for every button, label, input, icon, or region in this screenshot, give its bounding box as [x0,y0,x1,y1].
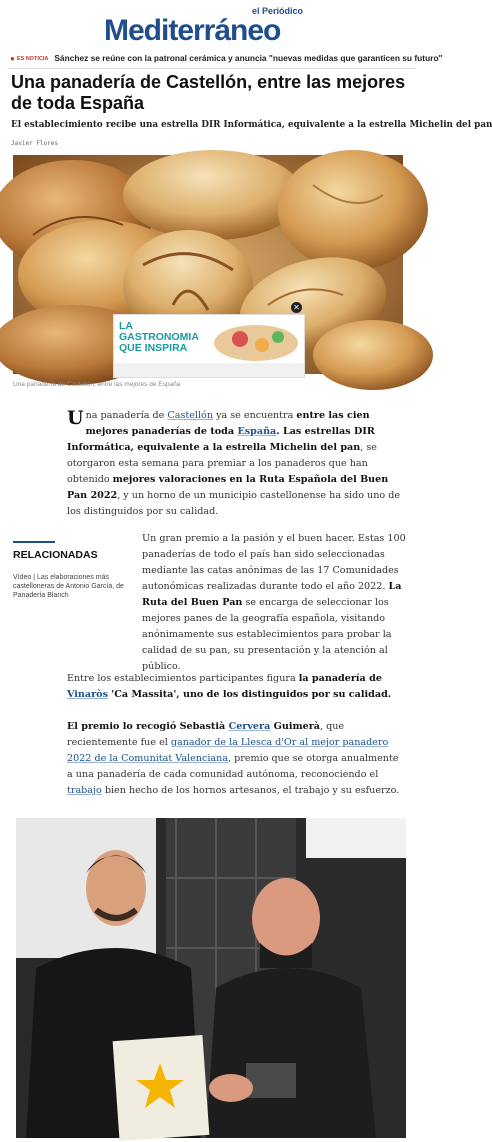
paragraph-4 [67,719,407,799]
link-castellon[interactable]: Castellón [167,410,214,421]
bold-text: entre las cien mejores panaderías de toda [85,410,370,437]
ticker-tag: ES NOTICIA [16,56,49,62]
ad-headline: LA GASTRONOMIA QUE INSPIRA [119,320,199,354]
logo-subtitle: el Periódico [252,6,304,16]
bold-text: 'Ca Massita', uno de los distinguidos por su calidad. [107,689,392,700]
text: Un gran premio a la pasión y el buen hacer. Estas 100 panaderías de todo el país han sido seleccionadas mediante las catas anónimas de las 17 Comunidades autonómicas realizadas durante todo el año 2022. [142,533,406,592]
ticker-headline[interactable]: Sánchez se reúne con la patronal cerámica y anuncia "nuevas medidas que garanticen su futuro" [54,53,443,63]
related-box [13,541,131,600]
close-icon[interactable]: ✕ [291,302,302,313]
award-ceremony-illustration [16,818,406,1138]
article-subtitle: El establecimiento recibe una estrella DIR Informática, equivalente a la estrella Michelin del pan [11,120,492,130]
ad-sponsor-bar [114,363,304,377]
site-logo[interactable]: Mediterráneo [104,14,281,47]
divider [8,68,416,69]
article-title: Una panadería de Castellón, entre las mejores de toda España [11,72,406,113]
link-llesca-dor[interactable]: ganador de la Llesca d'Or al mejor panadero 2022 de la Comunitat Valenciana [67,737,389,764]
award-photo [16,818,406,1138]
bold-text: El premio lo recogió Sebastià [67,721,229,732]
text: , premio que se otorga anualmente a una panadería de cada comunidad autónoma, reconociendo el [67,753,399,780]
link-espana[interactable]: España [237,426,277,437]
image-caption: Una panadería de Castellón, entre las mejores de España [13,381,181,388]
news-ticker[interactable] [10,53,443,69]
text: bien hecho de los hornos artesanos, el trabajo y su esfuerzo. [101,785,400,796]
text: Entre los establecimientos participantes figura [67,673,299,684]
ad-food-image [210,319,302,363]
link-trabajo[interactable]: trabajo [67,785,102,796]
related-rule [13,541,55,543]
link-cervera[interactable]: Cervera [228,721,271,732]
link-vinaros[interactable]: Vinaròs [67,689,108,700]
text: , se otorgaron esta semana para premiar a los panaderos que han obtenido [67,442,377,485]
paragraph-3 [67,671,407,703]
masthead [0,0,423,52]
related-link[interactable]: Vídeo | Las elaboraciones más castelloneras de Antonio García, de Panadería Blanch [13,574,124,599]
bold-text: la panadería de [298,673,382,684]
text: na panadería de [85,410,168,421]
advertisement-banner[interactable] [113,314,305,378]
bold-text: La Ruta del Buen Pan [142,581,402,608]
text: , y un horno de un municipio castellonense ha sido uno de los distinguidos por su calidad. [67,490,401,517]
drop-cap: U [67,407,84,429]
text: ya se encuentra [213,410,297,421]
paragraph-2 [142,531,408,675]
related-heading: RELACIONADAS [13,549,98,561]
bold-text: mejores valoraciones en la Ruta Española del Buen Pan 2022 [67,474,389,501]
live-dot-icon: ● [10,54,15,63]
paragraph-1 [67,408,407,520]
bold-text: . Las estrellas DIR Informática, equivalente a la estrella Michelin del pan [67,426,375,453]
text: , que recientemente fue el [67,721,345,748]
bold-text: Guimerà [270,721,320,732]
text: se encarga de seleccionar los mejores panes de la geografía española, visitando anónimamente sus establecimientos para probar la calidad de su pan, su presentación y la atención al público. [142,597,392,672]
author-byline[interactable]: Javier Flores [11,140,58,147]
